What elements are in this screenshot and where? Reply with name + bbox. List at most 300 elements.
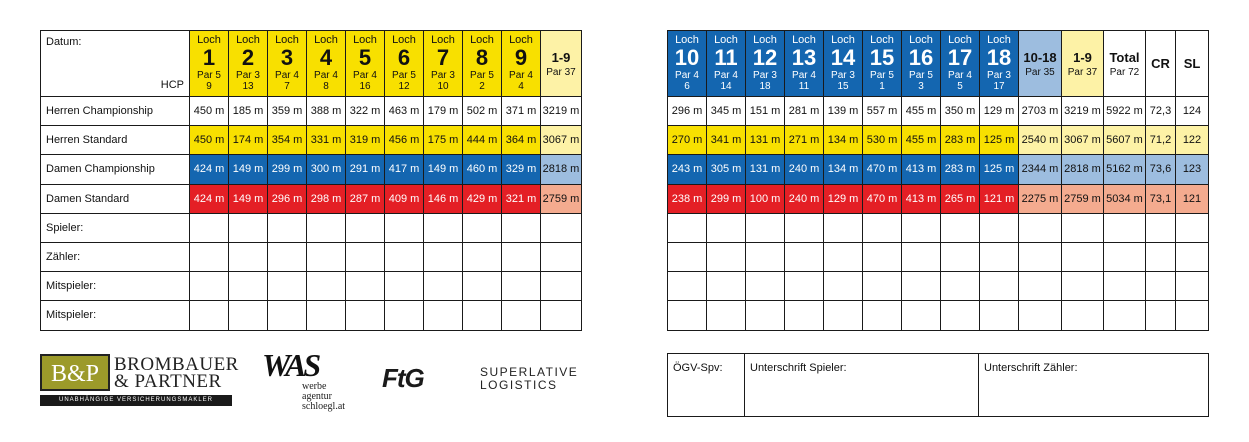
tee-name: Herren Championship — [41, 97, 190, 126]
distance-cell: 444 m — [463, 126, 502, 155]
distance-cell: 149 m — [229, 184, 268, 213]
hole-par: Par 4 — [948, 70, 972, 81]
score-cell[interactable] — [668, 213, 707, 242]
score-cell[interactable] — [346, 301, 385, 330]
hole-number: 17 — [947, 45, 973, 70]
score-cell[interactable] — [668, 301, 707, 330]
total-cell: 5034 m — [1104, 184, 1146, 213]
distance-cell: 100 m — [746, 184, 785, 213]
score-cell[interactable] — [1019, 242, 1062, 271]
hole-number: 5 — [358, 45, 372, 70]
distance-cell: 359 m — [268, 97, 307, 126]
oegv-field[interactable] — [668, 354, 745, 417]
score-cell[interactable] — [190, 242, 229, 271]
front-total-cell: 3219 m — [541, 97, 582, 126]
loch-label: Loch — [909, 34, 933, 46]
score-cell[interactable] — [463, 242, 502, 271]
loch-label: Loch — [353, 34, 377, 46]
hole-hcp: 1 — [879, 81, 885, 92]
hole-header-15 — [863, 31, 902, 97]
hole-hcp: 13 — [242, 81, 254, 92]
score-cell[interactable] — [668, 242, 707, 271]
score-cell[interactable] — [463, 213, 502, 242]
score-cell[interactable] — [980, 301, 1019, 330]
loch-label: Loch — [470, 34, 494, 46]
score-cell[interactable] — [902, 242, 941, 271]
total-cell: 5162 m — [1104, 155, 1146, 184]
distance-cell: 296 m — [268, 184, 307, 213]
hole-par: Par 5 — [870, 70, 894, 81]
score-cell[interactable] — [668, 272, 707, 301]
score-cell[interactable] — [541, 272, 582, 301]
score-cell[interactable] — [824, 301, 863, 330]
score-cell[interactable] — [502, 213, 541, 242]
score-cell[interactable] — [707, 242, 746, 271]
distance-cell: 296 m — [668, 97, 707, 126]
score-cell[interactable] — [307, 301, 346, 330]
score-cell[interactable] — [229, 272, 268, 301]
hole-par: Par 4 — [275, 70, 299, 81]
tee-name: Herren Standard — [41, 126, 190, 155]
loch-label: Loch — [870, 34, 894, 46]
cr-cell: 71,2 — [1146, 126, 1176, 155]
score-cell[interactable] — [190, 301, 229, 330]
hole-number: 13 — [791, 45, 817, 70]
distance-cell: 299 m — [268, 155, 307, 184]
hole-hcp: 2 — [479, 81, 485, 92]
hole-par: Par 4 — [714, 70, 738, 81]
score-cell[interactable] — [1104, 301, 1146, 330]
score-cell[interactable] — [1176, 242, 1209, 271]
hole-number: 12 — [752, 45, 778, 70]
bp-name-line1: BROMBAUER — [114, 354, 239, 375]
hole-number: 10 — [674, 45, 700, 70]
distance-cell: 354 m — [268, 126, 307, 155]
sl-cell: 122 — [1176, 126, 1209, 155]
distance-cell: 350 m — [941, 97, 980, 126]
distance-cell: 530 m — [863, 126, 902, 155]
distance-cell: 125 m — [980, 155, 1019, 184]
distance-cell: 149 m — [424, 155, 463, 184]
score-cell[interactable] — [463, 301, 502, 330]
front-total-cell: 3067 m — [541, 126, 582, 155]
hole-par: Par 3 — [236, 70, 260, 81]
hole-header-5 — [346, 31, 385, 97]
hole-header-12 — [746, 31, 785, 97]
loch-label: Loch — [431, 34, 455, 46]
distance-cell: 283 m — [941, 126, 980, 155]
score-cell[interactable] — [268, 301, 307, 330]
score-cell[interactable] — [502, 242, 541, 271]
score-cell[interactable] — [746, 301, 785, 330]
hole-hcp: 11 — [798, 81, 810, 92]
score-cell[interactable] — [785, 272, 824, 301]
player-signature-field[interactable] — [745, 354, 979, 417]
loch-label: Loch — [714, 34, 738, 46]
score-cell[interactable] — [941, 242, 980, 271]
hole-header-2 — [229, 31, 268, 97]
hole-number: 7 — [436, 45, 450, 70]
score-cell[interactable] — [1146, 242, 1176, 271]
distance-cell: 151 m — [746, 97, 785, 126]
distance-cell: 413 m — [902, 155, 941, 184]
distance-cell: 417 m — [385, 155, 424, 184]
werbeagentur-schloegl-logo — [262, 347, 352, 413]
hole-par: Par 4 — [353, 70, 377, 81]
score-cell[interactable] — [863, 272, 902, 301]
distance-cell: 291 m — [346, 155, 385, 184]
hcp-label: HCP — [160, 79, 184, 91]
score-cell[interactable] — [1176, 272, 1209, 301]
hole-number: 3 — [280, 45, 294, 70]
ftg-line2: LOGISTICS — [480, 378, 558, 392]
cr-label: CR — [1151, 56, 1170, 71]
score-cell[interactable] — [385, 272, 424, 301]
total-header — [1104, 31, 1146, 97]
hole-hcp: 17 — [993, 81, 1005, 92]
distance-cell: 283 m — [941, 155, 980, 184]
hole-hcp: 4 — [518, 81, 524, 92]
loch-label: Loch — [753, 34, 777, 46]
player-row — [41, 272, 582, 301]
front-sum-header — [541, 31, 582, 97]
loch-label: Loch — [197, 34, 221, 46]
score-cell[interactable] — [707, 213, 746, 242]
score-cell[interactable] — [824, 272, 863, 301]
hole-header-14 — [824, 31, 863, 97]
hole-number: 6 — [397, 45, 411, 70]
score-cell[interactable] — [190, 272, 229, 301]
datum-cell[interactable] — [41, 31, 190, 97]
front-sum-header-par: Par 37 — [546, 66, 576, 78]
player-label: Mitspieler: — [41, 272, 190, 301]
distance-cell: 460 m — [463, 155, 502, 184]
score-cell[interactable] — [541, 213, 582, 242]
distance-cell: 265 m — [941, 184, 980, 213]
hole-header-4 — [307, 31, 346, 97]
front-sum-header-label: 1-9 — [1073, 49, 1092, 65]
sl-cell: 124 — [1176, 97, 1209, 126]
hole-hcp: 5 — [957, 81, 963, 92]
hole-number: 1 — [202, 45, 216, 70]
hole-par: Par 4 — [509, 70, 533, 81]
score-cell[interactable] — [1062, 272, 1104, 301]
score-cell[interactable] — [746, 242, 785, 271]
bp-tagline: UNABHÄNGIGE VERSICHERUNGSMAKLER — [40, 395, 232, 406]
score-cell[interactable] — [385, 242, 424, 271]
score-cell[interactable] — [941, 301, 980, 330]
hole-par: Par 3 — [831, 70, 855, 81]
distance-cell: 470 m — [863, 155, 902, 184]
score-cell[interactable] — [785, 213, 824, 242]
distance-cell: 240 m — [785, 155, 824, 184]
player-row — [668, 242, 1209, 271]
score-cell[interactable] — [902, 272, 941, 301]
hole-hcp: 16 — [359, 81, 371, 92]
sl-header — [1176, 31, 1209, 97]
hole-par: Par 5 — [909, 70, 933, 81]
score-cell[interactable] — [424, 301, 463, 330]
player-signature-label: Unterschrift Spieler: — [750, 362, 847, 374]
hole-hcp: 10 — [437, 81, 449, 92]
score-cell[interactable] — [980, 213, 1019, 242]
distance-cell: 450 m — [190, 97, 229, 126]
was-line2: agentur — [302, 391, 332, 402]
score-cell[interactable] — [1019, 301, 1062, 330]
score-cell[interactable] — [863, 242, 902, 271]
loch-label: Loch — [236, 34, 260, 46]
hole-number: 9 — [514, 45, 528, 70]
was-line1: werbe — [302, 381, 327, 392]
front-sum-header — [1062, 31, 1104, 97]
distance-cell: 463 m — [385, 97, 424, 126]
total-header-label: Total — [1109, 49, 1140, 65]
front-total-cell: 2759 m — [1062, 184, 1104, 213]
player-row — [668, 272, 1209, 301]
score-cell[interactable] — [863, 301, 902, 330]
distance-cell: 322 m — [346, 97, 385, 126]
loch-label: Loch — [275, 34, 299, 46]
back-total-cell: 2703 m — [1019, 97, 1062, 126]
player-label: Mitspieler: — [41, 301, 190, 330]
score-cell[interactable] — [707, 301, 746, 330]
hole-par: Par 4 — [792, 70, 816, 81]
score-cell[interactable] — [463, 272, 502, 301]
distance-cell: 300 m — [307, 155, 346, 184]
tee-row — [41, 97, 582, 126]
distance-cell: 341 m — [707, 126, 746, 155]
front-sum-header-par: Par 37 — [1067, 66, 1098, 78]
score-cell[interactable] — [785, 242, 824, 271]
brombauer-partner-logo — [40, 354, 239, 406]
score-cell[interactable] — [190, 213, 229, 242]
hole-hcp: 7 — [284, 81, 290, 92]
hole-header-9 — [502, 31, 541, 97]
score-cell[interactable] — [268, 272, 307, 301]
hole-number: 4 — [319, 45, 333, 70]
tee-name: Damen Standard — [41, 184, 190, 213]
bp-name-line2: & PARTNER — [114, 371, 222, 392]
hole-par: Par 3 — [431, 70, 455, 81]
loch-label: Loch — [792, 34, 816, 46]
loch-label: Loch — [314, 34, 338, 46]
player-row — [668, 301, 1209, 330]
distance-cell: 331 m — [307, 126, 346, 155]
hole-number: 15 — [869, 45, 895, 70]
player-row — [668, 213, 1209, 242]
loch-label: Loch — [987, 34, 1011, 46]
score-cell[interactable] — [1146, 213, 1176, 242]
tee-row — [41, 126, 582, 155]
tee-row — [668, 155, 1209, 184]
player-row — [41, 301, 582, 330]
hole-header-18 — [980, 31, 1019, 97]
back-total-cell: 2540 m — [1019, 126, 1062, 155]
distance-cell: 319 m — [346, 126, 385, 155]
score-cell[interactable] — [268, 242, 307, 271]
back-sum-header-label: 10-18 — [1023, 49, 1057, 65]
distance-cell: 424 m — [190, 155, 229, 184]
score-cell[interactable] — [307, 272, 346, 301]
distance-cell: 125 m — [980, 126, 1019, 155]
score-cell[interactable] — [902, 213, 941, 242]
hole-header-8 — [463, 31, 502, 97]
score-cell[interactable] — [941, 272, 980, 301]
distance-cell: 413 m — [902, 184, 941, 213]
distance-cell: 299 m — [707, 184, 746, 213]
distance-cell: 175 m — [424, 126, 463, 155]
distance-cell: 429 m — [463, 184, 502, 213]
score-cell[interactable] — [424, 272, 463, 301]
distance-cell: 129 m — [980, 97, 1019, 126]
score-cell[interactable] — [1104, 272, 1146, 301]
hole-par: Par 4 — [314, 70, 338, 81]
score-cell[interactable] — [824, 213, 863, 242]
score-cell[interactable] — [1146, 272, 1176, 301]
distance-cell: 185 m — [229, 97, 268, 126]
distance-cell: 409 m — [385, 184, 424, 213]
hole-number: 8 — [475, 45, 489, 70]
score-cell[interactable] — [229, 213, 268, 242]
total-cell: 5607 m — [1104, 126, 1146, 155]
score-cell[interactable] — [902, 301, 941, 330]
distance-cell: 371 m — [502, 97, 541, 126]
score-cell[interactable] — [1176, 301, 1209, 330]
distance-cell: 281 m — [785, 97, 824, 126]
total-cell: 5922 m — [1104, 97, 1146, 126]
score-cell[interactable] — [424, 242, 463, 271]
tee-row — [41, 155, 582, 184]
score-cell[interactable] — [502, 272, 541, 301]
hole-par: Par 5 — [470, 70, 494, 81]
loch-label: Loch — [509, 34, 533, 46]
score-cell[interactable] — [785, 301, 824, 330]
score-cell[interactable] — [1062, 242, 1104, 271]
bp-monogram: B&P — [40, 354, 110, 391]
score-cell[interactable] — [307, 242, 346, 271]
loch-label: Loch — [948, 34, 972, 46]
player-label: Zähler: — [41, 242, 190, 271]
hole-hcp: 8 — [323, 81, 329, 92]
total-header-par: Par 72 — [1109, 66, 1140, 78]
score-cell[interactable] — [1104, 213, 1146, 242]
hole-number: 11 — [714, 45, 738, 70]
distance-cell: 298 m — [307, 184, 346, 213]
score-cell[interactable] — [980, 272, 1019, 301]
distance-cell: 121 m — [980, 184, 1019, 213]
score-cell[interactable] — [980, 242, 1019, 271]
tee-row — [668, 126, 1209, 155]
tee-row — [41, 184, 582, 213]
distance-cell: 131 m — [746, 126, 785, 155]
score-cell[interactable] — [541, 242, 582, 271]
counter-signature-field[interactable] — [979, 354, 1209, 417]
score-cell[interactable] — [307, 213, 346, 242]
distance-cell: 238 m — [668, 184, 707, 213]
score-cell[interactable] — [824, 242, 863, 271]
hole-number: 14 — [830, 45, 856, 70]
score-cell[interactable] — [1019, 213, 1062, 242]
hole-header-1 — [190, 31, 229, 97]
cr-cell: 73,1 — [1146, 184, 1176, 213]
front-nine-scorecard — [40, 30, 582, 331]
distance-cell: 174 m — [229, 126, 268, 155]
hole-hcp: 15 — [837, 81, 849, 92]
back-total-cell: 2275 m — [1019, 184, 1062, 213]
tee-row — [668, 97, 1209, 126]
score-cell[interactable] — [346, 213, 385, 242]
cr-cell: 72,3 — [1146, 97, 1176, 126]
hole-header-11 — [707, 31, 746, 97]
hole-header-3 — [268, 31, 307, 97]
score-cell[interactable] — [385, 301, 424, 330]
hole-hcp: 3 — [918, 81, 924, 92]
score-cell[interactable] — [1146, 301, 1176, 330]
score-cell[interactable] — [229, 301, 268, 330]
back-sum-header-par: Par 35 — [1025, 66, 1055, 78]
front-total-cell: 3219 m — [1062, 97, 1104, 126]
score-cell[interactable] — [1062, 301, 1104, 330]
distance-cell: 271 m — [785, 126, 824, 155]
loch-label: Loch — [392, 34, 416, 46]
was-line3: schloegl.at — [302, 401, 346, 412]
tee-name: Damen Championship — [41, 155, 190, 184]
sl-cell: 123 — [1176, 155, 1209, 184]
distance-cell: 139 m — [824, 97, 863, 126]
hole-header-13 — [785, 31, 824, 97]
tee-row — [668, 184, 1209, 213]
distance-cell: 305 m — [707, 155, 746, 184]
score-cell[interactable] — [424, 213, 463, 242]
score-cell[interactable] — [746, 213, 785, 242]
score-cell[interactable] — [1062, 213, 1104, 242]
hole-hcp: 12 — [398, 81, 410, 92]
score-cell[interactable] — [268, 213, 307, 242]
front-total-cell: 2818 m — [541, 155, 582, 184]
score-cell[interactable] — [1019, 272, 1062, 301]
cr-header — [1146, 31, 1176, 97]
score-cell[interactable] — [346, 242, 385, 271]
score-cell[interactable] — [541, 301, 582, 330]
score-cell[interactable] — [385, 213, 424, 242]
ftg-logistics-logo — [382, 363, 582, 393]
distance-cell: 129 m — [824, 184, 863, 213]
score-cell[interactable] — [502, 301, 541, 330]
score-cell[interactable] — [1176, 213, 1209, 242]
hole-hcp: 9 — [206, 81, 212, 92]
score-cell[interactable] — [1104, 242, 1146, 271]
distance-cell: 287 m — [346, 184, 385, 213]
distance-cell: 364 m — [502, 126, 541, 155]
distance-cell: 321 m — [502, 184, 541, 213]
score-cell[interactable] — [941, 213, 980, 242]
front-total-cell: 3067 m — [1062, 126, 1104, 155]
distance-cell: 131 m — [746, 155, 785, 184]
score-cell[interactable] — [229, 242, 268, 271]
distance-cell: 557 m — [863, 97, 902, 126]
signature-box — [667, 353, 1209, 417]
hole-hcp: 18 — [759, 81, 771, 92]
score-cell[interactable] — [863, 213, 902, 242]
cr-cell: 73,6 — [1146, 155, 1176, 184]
distance-cell: 424 m — [190, 184, 229, 213]
hole-header-10 — [668, 31, 707, 97]
score-cell[interactable] — [707, 272, 746, 301]
score-cell[interactable] — [746, 272, 785, 301]
player-row — [41, 213, 582, 242]
score-cell[interactable] — [346, 272, 385, 301]
distance-cell: 345 m — [707, 97, 746, 126]
